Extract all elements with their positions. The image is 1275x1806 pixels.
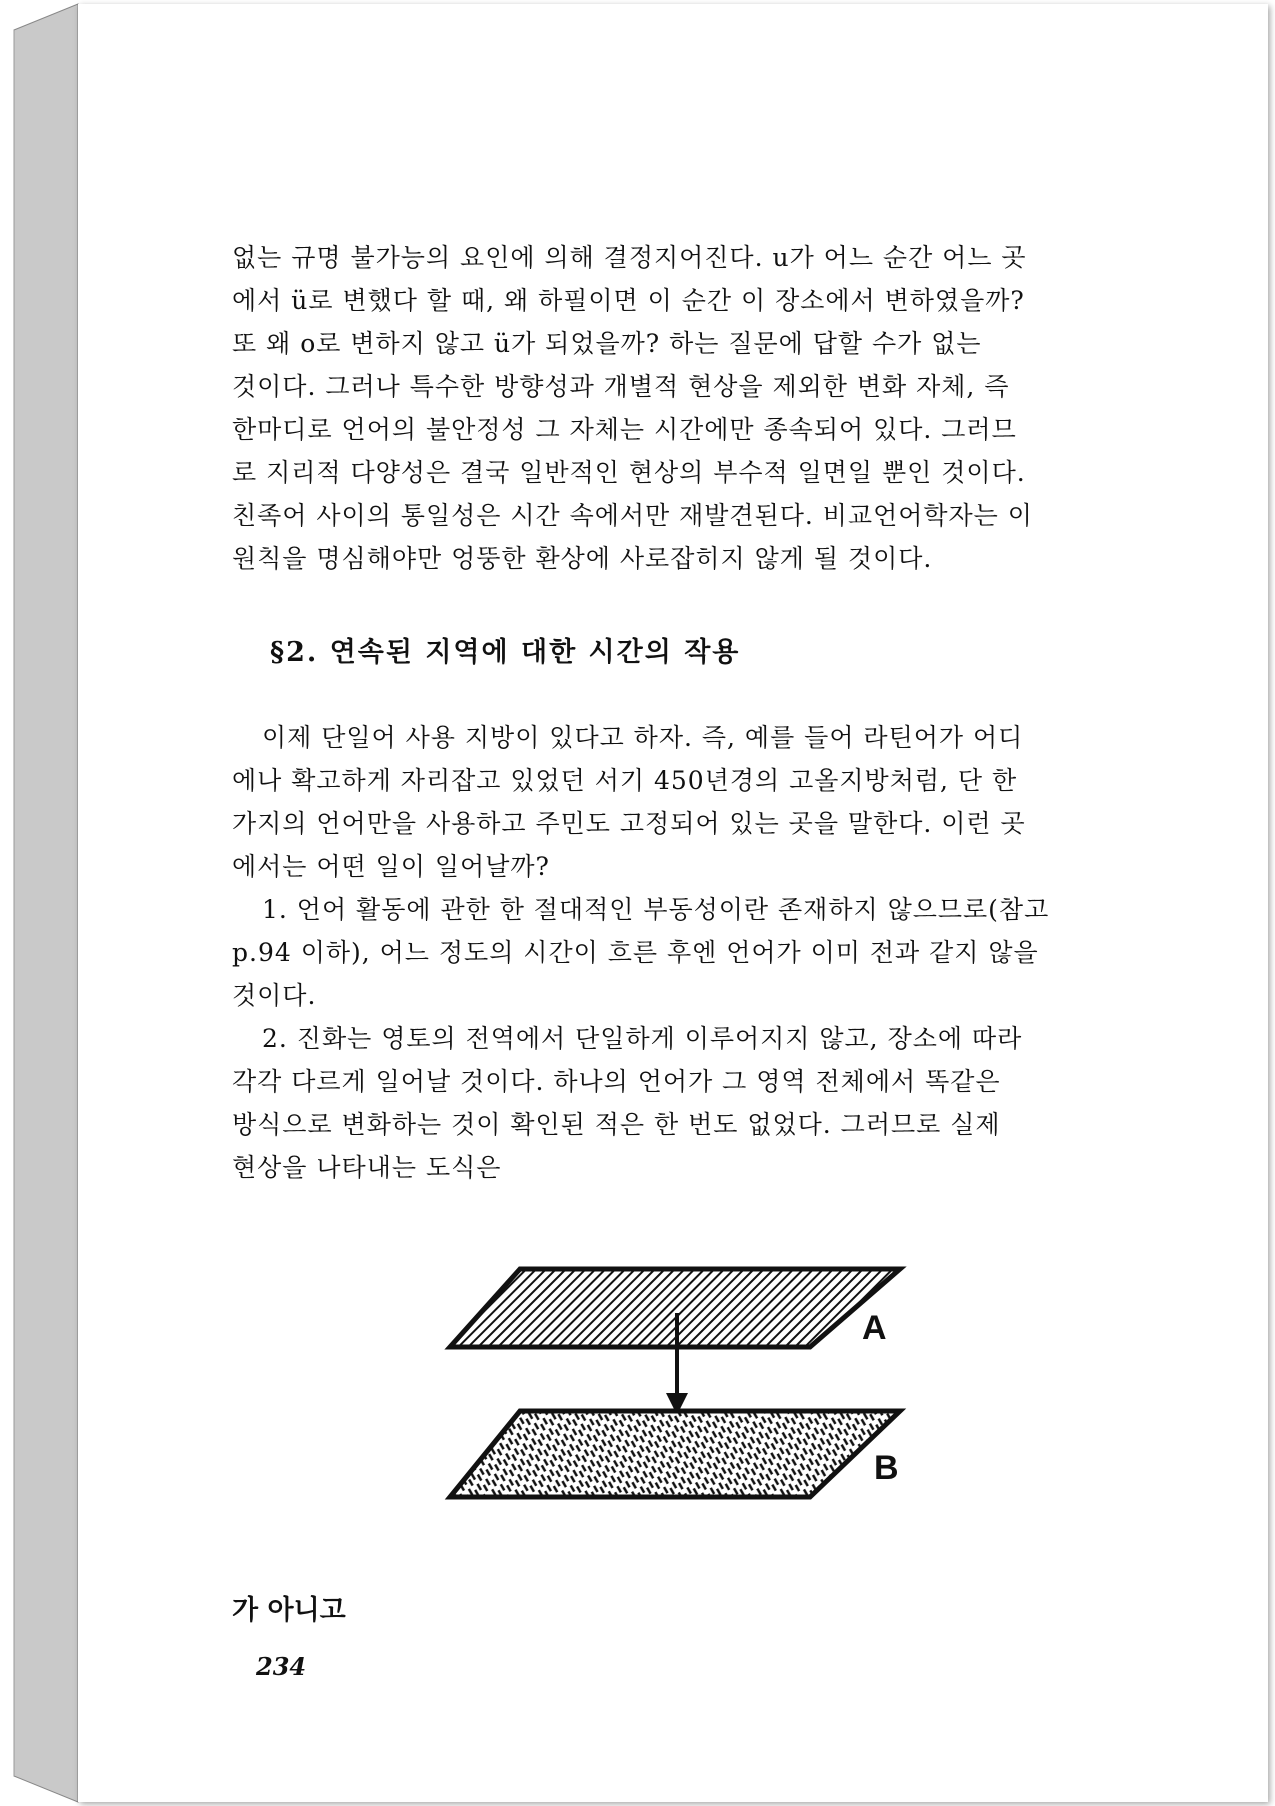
plane-diagram xyxy=(440,1255,920,1515)
plane-b xyxy=(450,1411,900,1497)
paragraph: 2. 진화는 영토의 전역에서 단일하게 이루어지지 않고, 장소에 따라 각각 다르게 일어날 것이다. 하나의 언어가 그 영역 전체에서 똑같은 방식으로 변화하는 것이 확인된 적은 한 번도 없었다. 그러므로 실제 현상을 나타내는 도식은 xyxy=(232,1024,1023,1182)
body-text-section xyxy=(232,716,1116,1189)
trailing-text: 가 아니고 xyxy=(232,1595,346,1626)
body-text-top xyxy=(232,236,1116,580)
paragraph: 1. 언어 활동에 관한 한 절대적인 부동성이란 존재하지 않으므로(참고 p.94 이하), 어느 정도의 시간이 흐른 후엔 언어가 이미 전과 같지 않을 것이다. xyxy=(232,895,1050,1010)
label-b: B xyxy=(874,1449,899,1487)
label-a: A xyxy=(862,1309,887,1347)
page-number: 234 xyxy=(256,1652,307,1681)
section-heading: §2. 연속된 지역에 대한 시간의 작용 xyxy=(270,637,741,668)
paragraph: 없는 규명 불가능의 요인에 의해 결정지어진다. u가 어느 순간 어느 곳 에서 ü로 변했다 할 때, 왜 하필이면 이 순간 이 장소에서 변하였을까? 또 왜 o로 변하지 않고 ü가 되었을까? 하는 질문에 답할 수가 없는 것이다. 그러나 특수한 방향성과 개별적 현상을 제외한 변화 자체, 즉 한마디로 언어의 불안정성 그 자체는 시간에만 종속되어 있다. 그러므 로 지리적 다양성은 결국 일반적인 현상의 부수적 일면일 뿐인 것이다. 친족어 사이의 통일성은 시간 속에서만 재발견된다. 비교언어학자는 이 원칙을 명심해야만 엉뚱한 환상에 사로잡히지 않게 될 것이다. xyxy=(232,243,1033,573)
paragraph: 이제 단일어 사용 지방이 있다고 하자. 즉, 예를 들어 라틴어가 어디 에나 확고하게 자리잡고 있었던 서기 450년경의 고올지방처럼, 단 한 가지의 언어만을 사용하고 주민도 고정되어 있는 곳을 말한다. 이런 곳 에서는 어떤 일이 일어날까? xyxy=(232,723,1026,881)
